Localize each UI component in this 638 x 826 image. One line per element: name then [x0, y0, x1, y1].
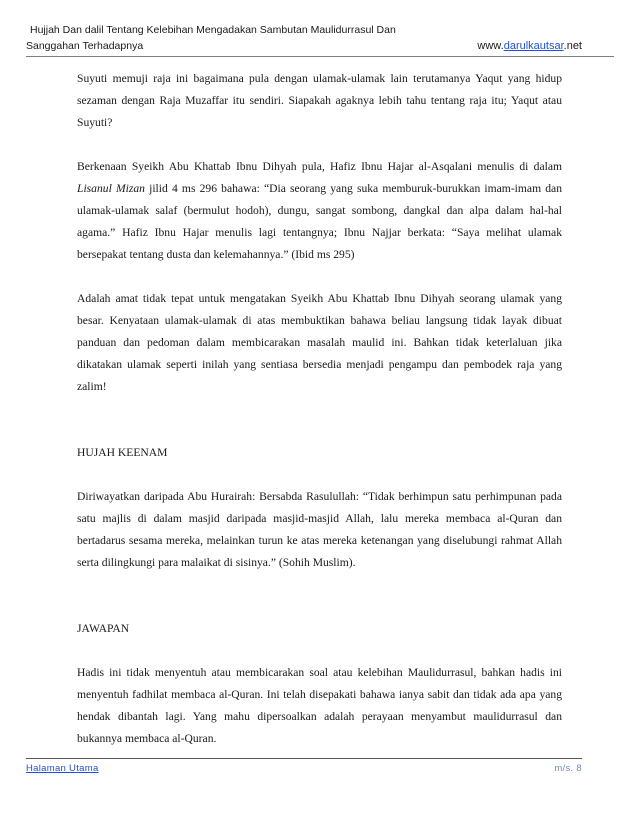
home-link[interactable]: Halaman Utama	[26, 763, 99, 774]
paragraph-3: Adalah amat tidak tepat untuk mengatakan Syeikh Abu Khattab Ibnu Dihyah seorang ulamak yang besar. Kenyataan ulamak-ulamak di atas membuktikan bahawa beliau langsung tidak layak dibuat panduan dan pedoman dalam membicarakan masalah maulid ini. Bahkan tidak keterlaluan jika dikatakan ulamak seperti inilah yang sentiasa bersedia menjadi pengampu dan pembodek raja yang zalim!	[77, 292, 562, 393]
paragraph-2-start: Berkenaan Syeikh Abu Khattab Ibnu Dihyah pula, Hafiz Ibnu Hajar al-Asqalani menulis di dalam	[77, 160, 562, 173]
page-header	[26, 22, 614, 57]
paragraph-1: Suyuti memuji raja ini bagaimana pula dengan ulamak-ulamak lain terutamanya Yaqut yang hidup sezaman dengan Raja Muzaffar itu sendiri. Siapakah agaknya lebih tahu tentang raja itu; Yaqut atau Suyuti?	[77, 72, 562, 129]
page-number: m/s. 8	[554, 763, 582, 774]
section-heading-hujah: HUJAH KEENAM	[77, 446, 168, 459]
section-heading-jawapan: JAWAPAN	[77, 622, 130, 635]
site-url-suffix: .net	[563, 40, 582, 52]
document-title-line1: Hujjah Dan dalil Tentang Kelebihan Mengadakan Sambutan Maulidurrasul Dan	[30, 24, 396, 36]
site-url-prefix: www.	[477, 40, 504, 52]
site-url	[477, 38, 582, 54]
page-footer	[26, 758, 582, 774]
site-link[interactable]: darulkautsar	[503, 40, 564, 52]
paragraph-5: Hadis ini tidak menyentuh atau membicarakan soal atau kelebihan Maulidurrasul, bahkan hadis ini menyentuh fadhilat membaca al-Quran. Ini telah disepakati bahawa ianya sabit dan tidak ada apa yang hendak dibantah lagi. Yang mahu dipersoalkan adalah perayaan menyambut maulidurrasul dan bukannya membaca al-Quran.	[77, 666, 562, 745]
document-title	[26, 22, 406, 54]
document-body	[77, 68, 562, 750]
paragraph-4: Diriwayatkan daripada Abu Hurairah: Bersabda Rasulullah: “Tidak berhimpun satu perhimpunan pada satu majlis di dalam masjid daripada masjid-masjid Allah, lalu mereka membaca al-Quran dan bertadarus sesama mereka, melainkan turun ke atas mereka ketenangan yang diselubungi rahmat Allah serta dilingkungi para malaikat di sisinya.” (Sohih Muslim).	[77, 490, 562, 569]
document-title-line2: Sanggahan Terhadapnya	[26, 40, 144, 52]
paragraph-2	[77, 156, 562, 266]
paragraph-2-end: jilid 4 ms 296 bahawa: “Dia seorang yang suka memburuk-burukkan imam-imam dan ulamak-ulamak salaf (bermulut hodoh), dungu, sangat sombong, dangkal dan alpa dalam hal-hal agama.” Hafiz Ibnu Hajar menulis lagi tentangnya; Ibnu Najjar berkata: “Saya melihat ulamak bersepakat tentang dusta dan kelemahannya.” (Ibid ms 295)	[77, 182, 562, 261]
book-title: Lisanul Mizan	[77, 182, 145, 195]
